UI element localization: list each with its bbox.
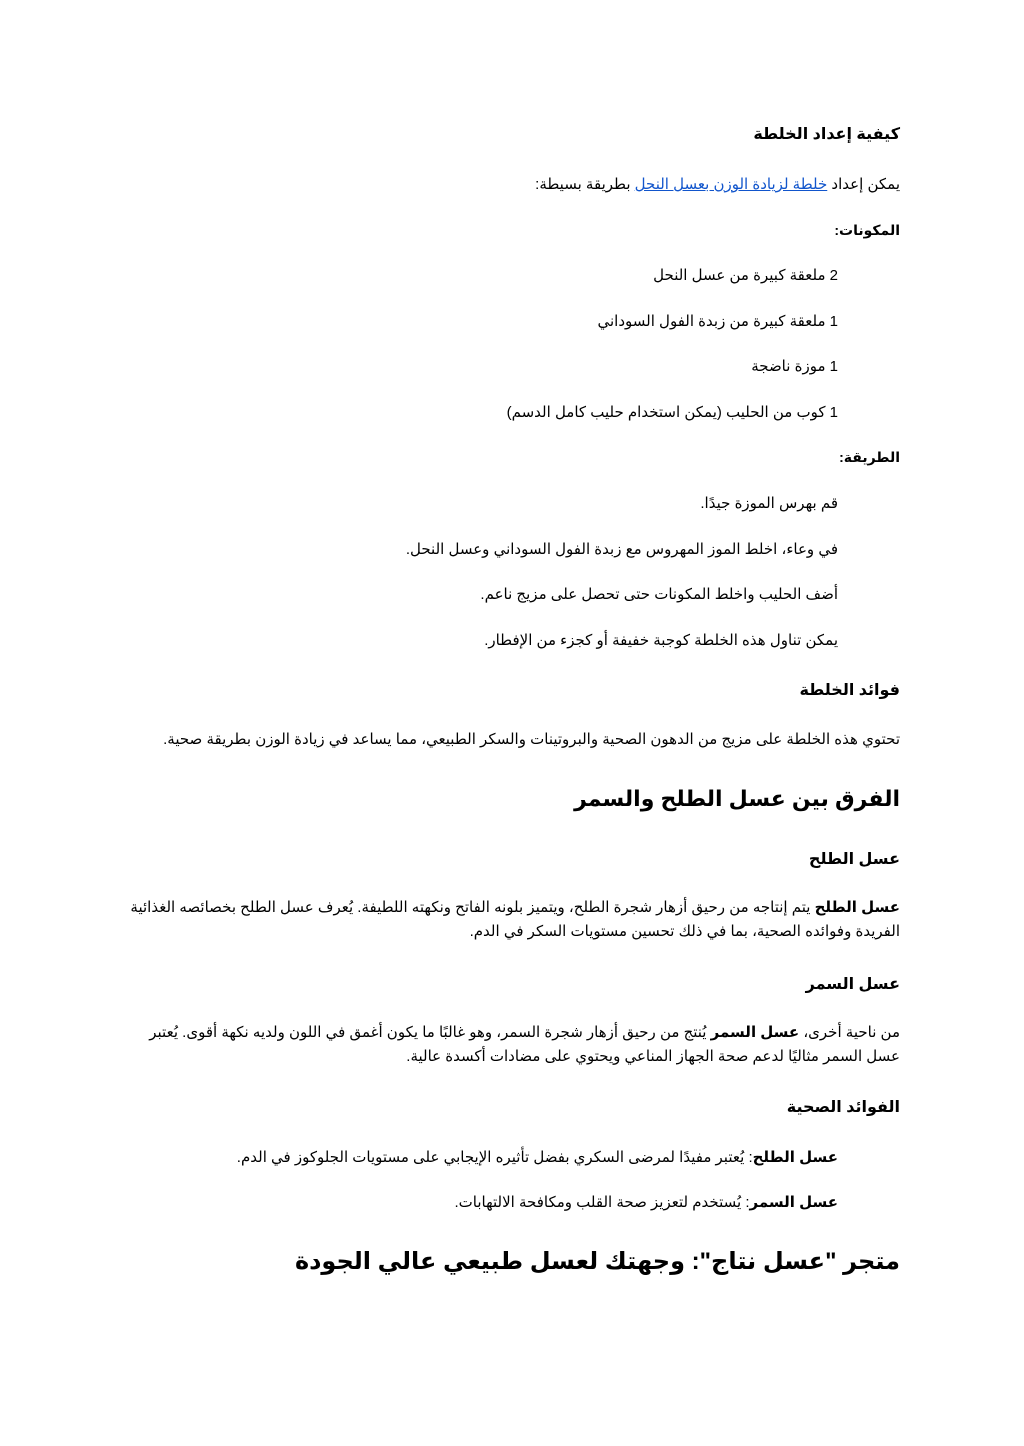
method-step: في وعاء، اخلط الموز المهروس مع زبدة الفول السوداني وعسل النحل. (405, 541, 838, 558)
samr-before: من ناحية أخرى، (799, 1024, 900, 1041)
ingredient-item: 2 ملعقة كبيرة من عسل النحل (653, 267, 838, 284)
ingredient-item: 1 كوب من الحليب (يمكن استخدام حليب كامل الدسم) (506, 404, 838, 421)
benefits-text: تحتوي هذه الخلطة على مزيج من الدهون الصحية والبروتينات والسكر الطبيعي، مما يساعد في زيادة الوزن بطريقة صحية. (163, 731, 900, 748)
health-item (124, 1193, 838, 1211)
store-heading: متجر "عسل نتاج": وجهتك لعسل طبيعي عالي الجودة (294, 1248, 900, 1275)
talh-text: يتم إنتاجه من رحيق أزهار شجرة الطلح، ويتميز بلونه الفاتح ونكهته اللطيفة. يُعرف عسل الطلح بخصائصه الغذائية الفريدة وفوائده الصحية، بما في ذلك تحسين مستويات السكر في الدم. (130, 899, 900, 940)
health-item-term: عسل السمر (749, 1194, 838, 1211)
talh-heading: عسل الطلح (808, 851, 900, 868)
difference-heading: الفرق بين عسل الطلح والسمر (574, 786, 900, 811)
talh-bold-term: عسل الطلح (814, 899, 900, 916)
ingredient-item: 1 ملعقة كبيرة من زبدة الفول السوداني (597, 313, 838, 330)
samr-heading: عسل السمر (805, 976, 900, 993)
method-step: قم بهرس الموزة جيدًا. (700, 495, 838, 512)
ingredients-label: المكونات: (834, 222, 900, 238)
prep-intro-before: يمكن إعداد (827, 176, 900, 193)
ingredient-item: 1 موزة ناضجة (751, 358, 838, 375)
health-heading: الفوائد الصحية (786, 1099, 900, 1116)
method-label: الطريقة: (839, 449, 900, 465)
prep-intro-after: بطريقة بسيطة: (535, 176, 635, 193)
benefits-heading: فوائد الخلطة (799, 682, 900, 699)
samr-text: يُنتج من رحيق أزهار شجرة السمر، وهو غالبًا ما يكون أغمق في اللون ولديه نكهة أقوى. يُعتبر عسل السمر مثاليًا لدعم صحة الجهاز المناعي ويحتوي على مضادات أكسدة عالية. (149, 1024, 900, 1065)
prep-heading: كيفية إعداد الخلطة (753, 126, 900, 143)
health-item-term: عسل الطلح (752, 1149, 838, 1166)
health-item (124, 1148, 838, 1166)
samr-bold-term: عسل السمر (710, 1024, 800, 1041)
prep-intro (124, 175, 900, 193)
method-step: أضف الحليب واخلط المكونات حتى تحصل على مزيج ناعم. (480, 586, 838, 603)
health-item-text: : يُستخدم لتعزيز صحة القلب ومكافحة الالتهابات. (454, 1194, 750, 1211)
samr-paragraph (124, 1021, 900, 1069)
health-item-text: : يُعتبر مفيدًا لمرضى السكري بفضل تأثيره الإيجابي على مستويات الجلوكوز في الدم. (236, 1149, 753, 1166)
method-step: يمكن تناول هذه الخلطة كوجبة خفيفة أو كجزء من الإفطار. (484, 632, 838, 649)
talh-paragraph (124, 896, 900, 944)
weight-gain-link[interactable]: خلطة لزيادة الوزن بعسل النحل (634, 176, 828, 193)
